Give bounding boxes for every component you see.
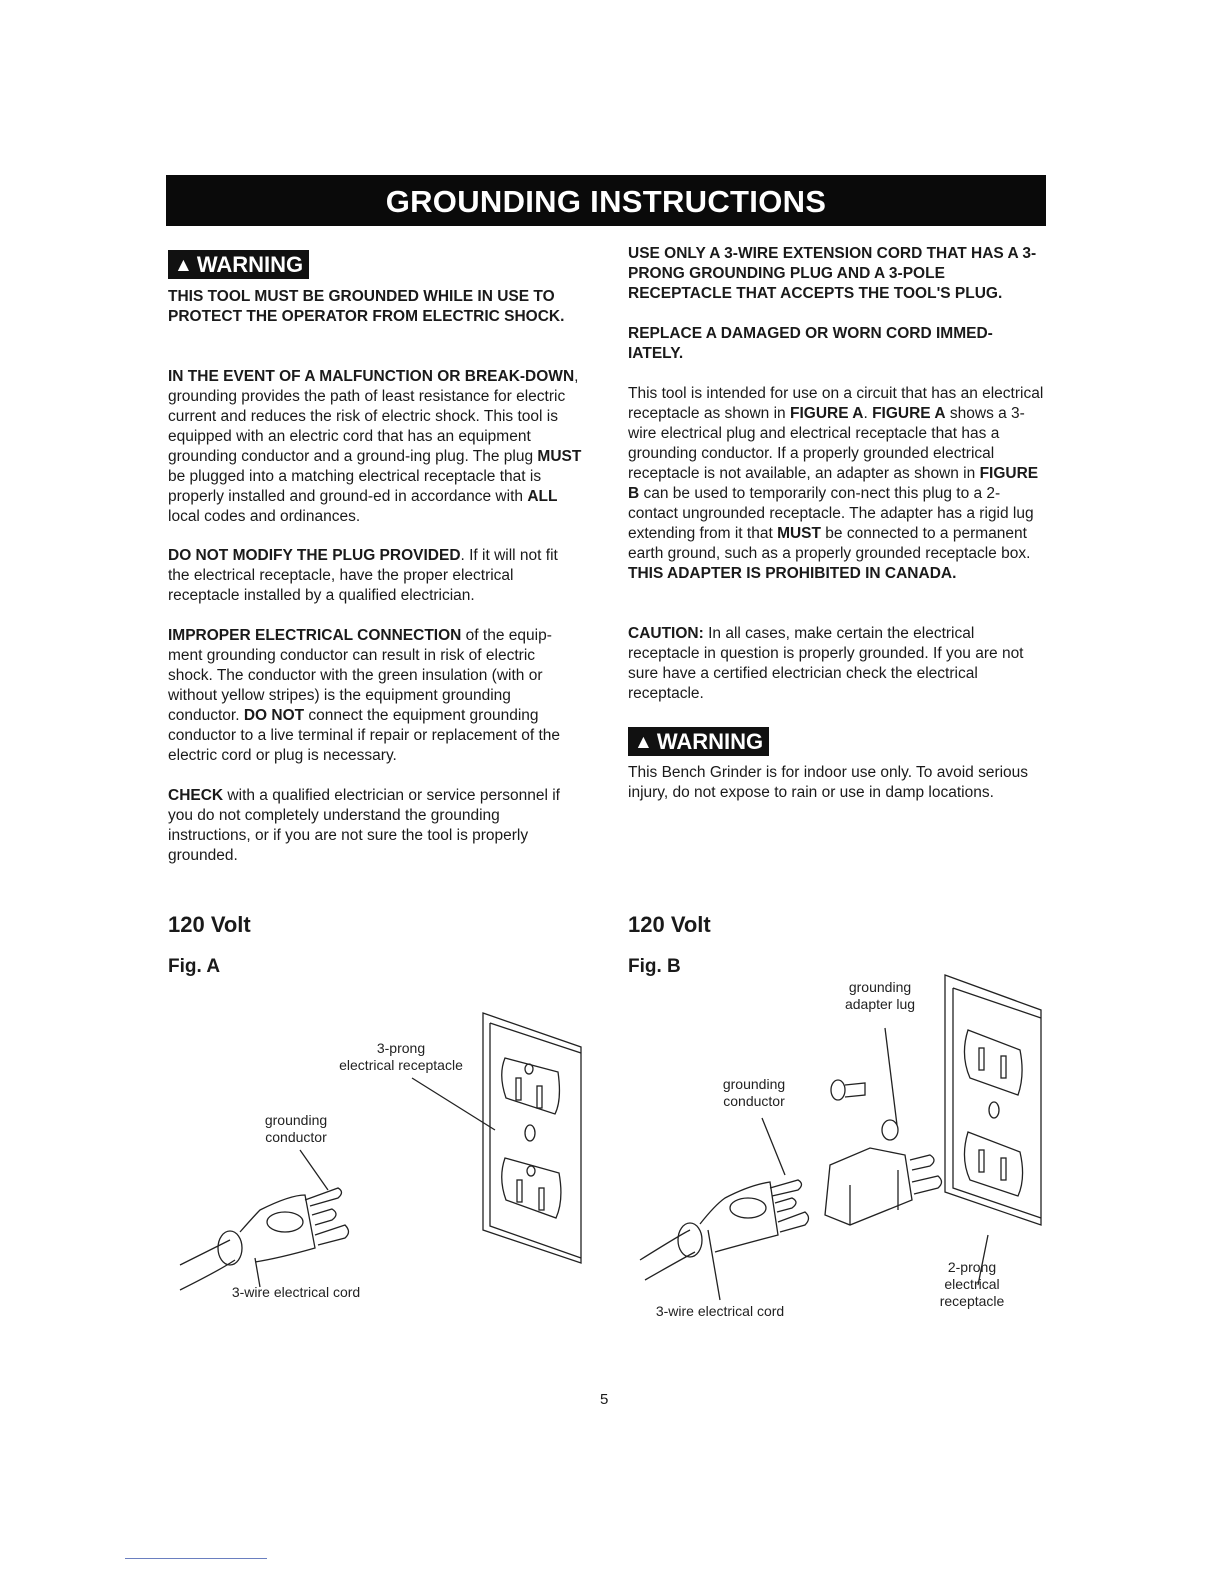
bold-text: DO NOT: [243, 707, 305, 724]
figA-label-receptacle-2: electrical receptacle: [339, 1057, 463, 1073]
warning-badge: [168, 250, 309, 279]
body-text: be connected to a permanent earth ground, such as a properly grounded receptacle box.: [628, 525, 1031, 562]
figA-label-grounding-1: grounding: [264, 1112, 328, 1128]
check-paragraph: [168, 786, 582, 866]
figB-label-grounding-1: grounding: [722, 1076, 786, 1092]
figB-label-receptacle-1: 2-prong: [947, 1259, 997, 1275]
body-text: can be used to temporarily con-nect this plug to a 2-contact ungrounded receptacle. The adapter has a rigid lug extending from it that: [628, 485, 1034, 542]
circuit-paragraph: [628, 384, 1048, 584]
body-text: be plugged into a matching electrical receptacle that is properly installed and ground-ed in accordance with: [168, 468, 542, 505]
bold-text: MUST: [777, 525, 821, 542]
body-text: shows a 3-wire electrical plug and electrical receptacle that has a grounding conductor. If a properly grounded electrical receptacle is not available, an adapter as shown in: [628, 405, 1025, 482]
extension-cord-text: USE ONLY A 3-WIRE EXTENSION CORD THAT HAS A 3-PRONG GROUNDING PLUG AND A 3-POLE RECEPTACLE THAT ACCEPTS THE TOOL'S PLUG.: [628, 245, 1037, 302]
figB-label-cord: 3-wire electrical cord: [655, 1303, 785, 1319]
figB-label-receptacle-3: receptacle: [939, 1293, 1005, 1309]
body-text: with a qualified electrician or service personnel if you do not completely understand the grounding instructions, or if you are not sure the tool is properly grounded.: [168, 787, 560, 864]
body-text: This tool is intended for use on a circuit that has an electrical receptacle as shown in: [628, 385, 1044, 422]
bold-text: FIGURE A: [872, 405, 946, 422]
three-prong-plug-icon: [180, 1188, 349, 1290]
figB-label-grounding-2: conductor: [723, 1093, 785, 1109]
figA-label-grounding-2: conductor: [265, 1129, 327, 1145]
bold-text: IMPROPER ELECTRICAL CONNECTION: [168, 627, 462, 644]
footer-rule: [125, 1558, 267, 1559]
improper-connection-paragraph: [168, 626, 582, 766]
body-text: . If it will not fit the electrical receptacle, have the proper electrical receptacle installed by a qualified electrician.: [168, 547, 558, 604]
bold-text: FIGURE A: [789, 405, 864, 422]
figA-voltage: 120 Volt: [168, 912, 251, 937]
figB-label-receptacle-2: electrical: [944, 1276, 1000, 1292]
figB-label-lug-2: adapter lug: [844, 996, 916, 1012]
bold-text: CAUTION:: [628, 625, 704, 642]
warning-label: WARNING: [196, 252, 304, 277]
body-text: of the equip-ment grounding conductor can result in risk of electric shock. The conductor with the green insulation (with or without yellow stripes) is the equipment grounding conductor.: [168, 627, 552, 724]
body-text: .: [863, 405, 873, 422]
figB-label-lug-1: grounding: [848, 979, 912, 995]
three-prong-receptacle-icon: [483, 1013, 581, 1263]
body-text: local codes and ordinances.: [168, 508, 361, 525]
replace-cord-text: REPLACE A DAMAGED OR WORN CORD IMMED-IATELY.: [628, 325, 993, 362]
body-text: connect the equipment grounding conductor to a live terminal if repair or replacement of the electric cord or plug is necessary.: [168, 707, 560, 764]
figA-label-receptacle-1: 3-prong: [376, 1040, 426, 1056]
bold-text: DO NOT MODIFY THE PLUG PROVIDED: [168, 547, 461, 564]
figA-title: Fig. A: [168, 956, 221, 977]
warning-label: WARNING: [656, 729, 764, 754]
warning-triangle-icon: ▲: [174, 255, 193, 276]
bold-text: THIS ADAPTER IS PROHIBITED IN CANADA.: [628, 565, 957, 582]
figA-label-cord: 3-wire electrical cord: [231, 1284, 361, 1300]
bold-text: MUST: [537, 448, 582, 465]
modify-plug-paragraph: [168, 546, 582, 606]
caution-paragraph: [628, 624, 1048, 704]
warning-triangle-icon: ▲: [634, 732, 653, 753]
bold-text: ALL: [527, 488, 558, 505]
figB-voltage: 120 Volt: [628, 912, 711, 937]
grounding-adapter-icon: [825, 1120, 942, 1225]
page-number: 5: [600, 1391, 609, 1408]
three-prong-plug-icon: [640, 1180, 809, 1280]
two-prong-receptacle-icon: [945, 975, 1041, 1225]
section-title: GROUNDING INSTRUCTIONS: [166, 175, 1046, 226]
warning-badge-2: [628, 727, 769, 756]
screw-icon: [831, 1080, 865, 1100]
indoor-use-text: This Bench Grinder is for indoor use only. To avoid serious injury, do not expose to rain or use in damp locations.: [628, 764, 1029, 801]
body-text: In all cases, make certain the electrical receptacle in question is properly grounded. If you are not sure have a certified electrician check the electrical receptacle.: [628, 625, 1024, 702]
bold-text: IN THE EVENT OF A MALFUNCTION OR BREAK-DOWN: [168, 368, 575, 385]
figB-title: Fig. B: [628, 956, 681, 977]
grounding-warning-text: THIS TOOL MUST BE GROUNDED WHILE IN USE TO PROTECT THE OPERATOR FROM ELECTRIC SHOCK.: [168, 288, 565, 325]
bold-text: CHECK: [168, 787, 224, 804]
body-text: , grounding provides the path of least resistance for electric current and reduces the risk of electric shock. This tool is equipped with an electric cord that has an equipment grounding conductor and a ground-ing plug. The plug: [168, 368, 579, 465]
malfunction-paragraph: [168, 367, 582, 527]
bold-text: FIGURE B: [628, 465, 1039, 502]
